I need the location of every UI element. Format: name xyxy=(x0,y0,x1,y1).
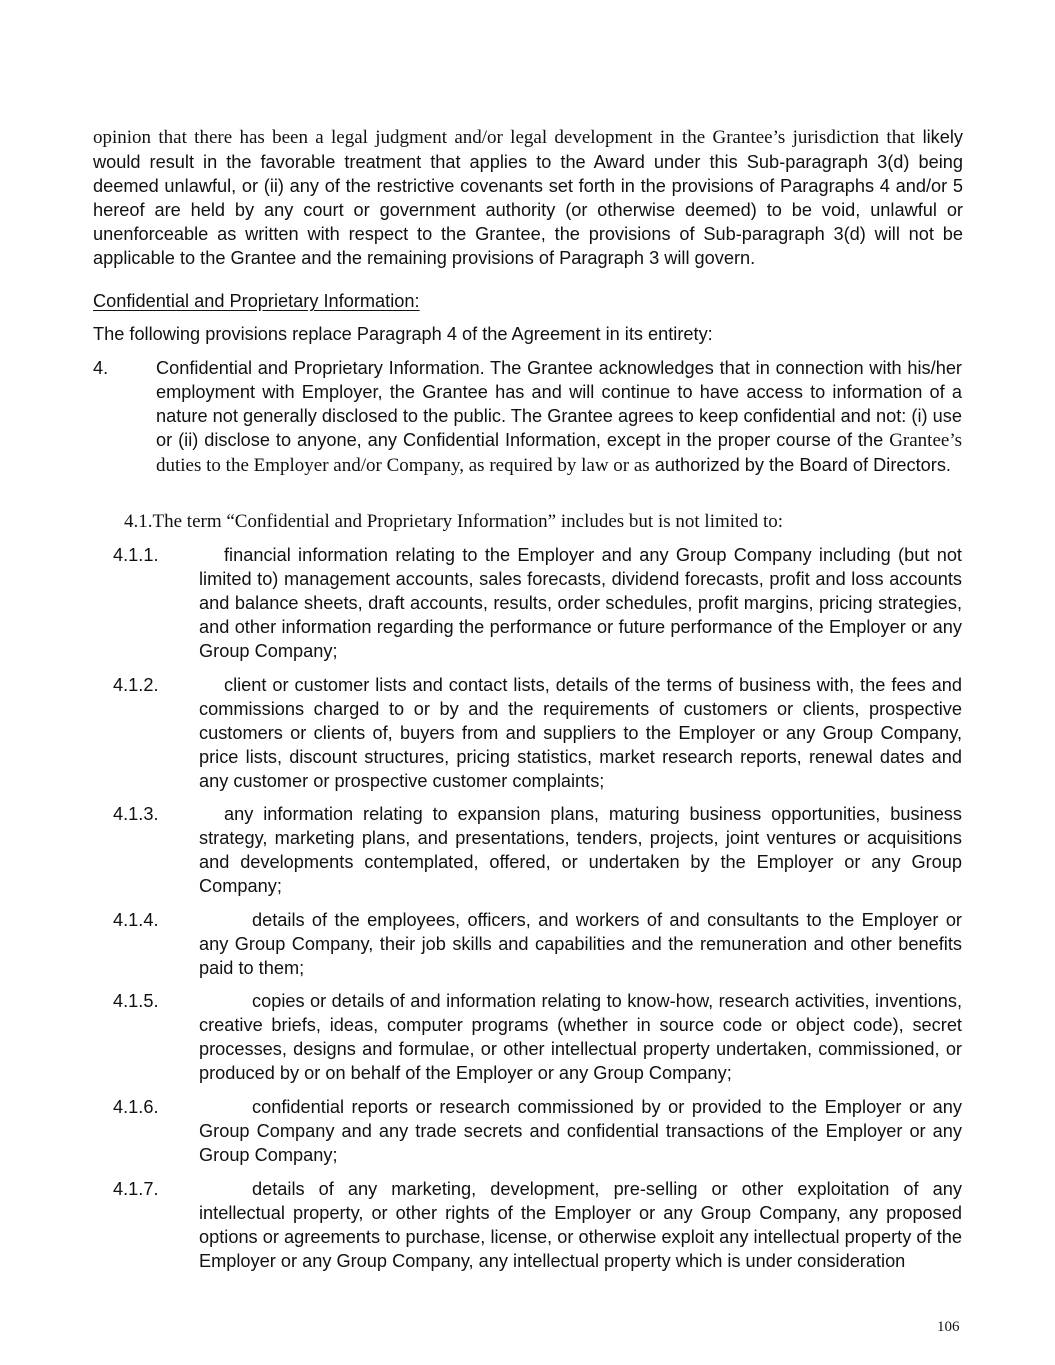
subclause-text: client or customer lists and contact lists, details of the terms of business with, the fees and commissions charged to or by and the requirements of customers or clients, prospective customers or clients of, buyers from and suppliers to the Employer or any Group Company, price lists, discount structures, pricing statistics, market research reports, renewal dates and any customer or prospective customer complaints; xyxy=(199,675,962,791)
clause-4-text-serif: Grantee’s duties to the Employer and/or Company, as required by law or as xyxy=(156,430,962,476)
subclause-4-1-6 xyxy=(113,1095,962,1167)
subclause-number: 4.1.3. xyxy=(113,804,159,824)
subclause-number: 4.1.6. xyxy=(113,1097,159,1117)
subclause-number: 4.1.7. xyxy=(113,1179,159,1199)
subclause-text: details of any marketing, development, pre-selling or other exploitation of any intellectual property, or other rights of the Employer or any Group Company, any proposed options or agreements to purchase, license, or otherwise exploit any intellectual property of the Employer or any Group Company, any intellectual property which is under consideration xyxy=(199,1179,962,1271)
subclause-text: details of the employees, officers, and workers of and consultants to the Employer or any Group Company, their job skills and capabilities and the remuneration and other benefits paid to them; xyxy=(199,910,962,978)
clause-4-text-end: authorized by the Board of Directors. xyxy=(654,455,951,475)
subclause-4-1-1 xyxy=(113,543,962,663)
subclause-4-1-2 xyxy=(113,673,962,793)
subclause-4-1-3 xyxy=(113,802,962,898)
subclause-number: 4.1.4. xyxy=(113,910,159,930)
intro-text: likely would result in the favorable treatment that applies to the Award under this Sub-paragraph 3(d) being deemed unlawful, or (ii) any of the restrictive covenants set forth in the provisions of Paragraphs 4 and/or 5 hereof are held by any court or government authority (or otherwise deemed) to be void, unlawful or unenforceable as written with respect to the Grantee, the provisions of Sub-paragraph 3(d) will not be applicable to the Grantee and the remaining provisions of Paragraph 3 will govern. xyxy=(93,127,963,268)
clause-4-1-intro: 4.1.The term “Confidential and Proprietary Information” includes but is not limited to: xyxy=(124,511,784,532)
intro-serif-text: opinion that there has been a legal judgment and/or legal development in the Grantee’s jurisdiction that xyxy=(93,127,915,148)
intro-paragraph xyxy=(93,125,963,270)
subclause-number: 4.1.2. xyxy=(113,675,159,695)
subclause-text: copies or details of and information relating to know-how, research activities, inventions, creative briefs, ideas, computer programs (whether in source code or object code), secret processes, designs and formulae, or other intellectual property undertaken, commissioned, or produced by or on behalf of the Employer or any Group Company; xyxy=(199,991,962,1083)
subclause-text: financial information relating to the Employer and any Group Company including (but not limited to) management accounts, sales forecasts, dividend forecasts, profit and loss accounts and balance sheets, draft accounts, results, order schedules, profit margins, pricing strategies, and other information regarding the performance or future performance of the Employer or any Group Company; xyxy=(199,545,962,661)
replace-line: The following provisions replace Paragraph 4 of the Agreement in its entirety: xyxy=(93,324,713,344)
subclause-number: 4.1.1. xyxy=(113,545,159,565)
subclause-text: any information relating to expansion plans, maturing business opportunities, business strategy, marketing plans, and presentations, tenders, projects, joint ventures or acquisitions and developments contemplated, offered, or undertaken by the Employer or any Group Company; xyxy=(199,804,962,896)
subclause-4-1-5 xyxy=(113,989,962,1085)
subclause-4-1-7 xyxy=(113,1177,962,1273)
subclause-number: 4.1.5. xyxy=(113,991,159,1011)
page-number: 106 xyxy=(937,1319,960,1335)
clause-4-number: 4. xyxy=(93,358,109,378)
subclause-4-1-4 xyxy=(113,908,962,980)
clause-4-text-main: Confidential and Proprietary Information. The Grantee acknowledges that in connection with his/her employment with Employer, the Grantee has and will continue to have access to information of a nature not generally disclosed to the public. The Grantee agrees to keep confidential and not: (i) use or (ii) disclose to anyone, any Confidential Information, except in the proper course of the xyxy=(156,358,962,450)
clause-4-text xyxy=(156,356,962,478)
subclause-text: confidential reports or research commissioned by or provided to the Employer or any Group Company and any trade secrets and confidential transactions of the Employer or any Group Company; xyxy=(199,1097,962,1165)
section-heading: Confidential and Proprietary Information: xyxy=(93,291,420,311)
